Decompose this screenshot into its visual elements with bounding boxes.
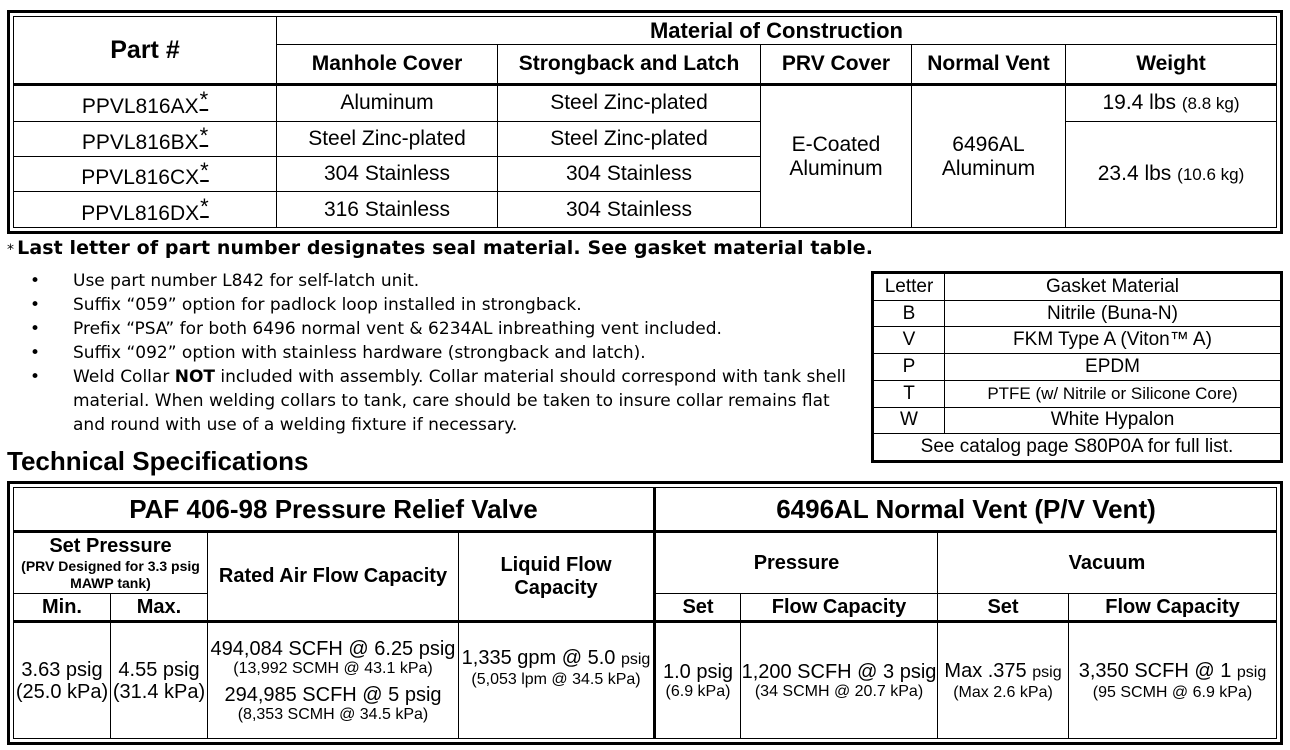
pressure-set-header: Set [655,594,741,622]
pressure-header: Pressure [655,532,938,594]
normal-vent-cell: 6496AL Aluminum [912,85,1066,228]
pressure-set-value: 1.0 psig (6.9 kPa) [655,622,741,739]
list-item: • Use part number L842 for self-latch unit. [30,269,860,293]
pressure-flow-header: Flow Capacity [741,594,938,622]
table-row [14,622,1277,739]
min-header: Min. [14,594,111,622]
gasket-footer: See catalog page S80P0A for full list. [873,434,1282,462]
gasket-letter: P [873,354,945,381]
material-of-construction-header: Material of Construction [277,17,1277,45]
max-value: 4.55 psig (31.4 kPa) [111,622,208,739]
gasket-letter: V [873,327,945,354]
prv-title: PAF 406-98 Pressure Relief Valve [14,488,655,532]
letter-header: Letter [873,273,945,301]
pressure-flow-value: 1,200 SCFH @ 3 psig (34 SCMH @ 20.7 kPa) [741,622,938,739]
manhole-cell: Aluminum [277,85,498,122]
gasket-material: EPDM [945,354,1282,381]
col-normal-vent: Normal Vent [912,45,1066,85]
table-row [14,85,1277,122]
min-value: 3.63 psig (25.0 kPa) [14,622,111,739]
gasket-material: Nitrile (Buna-N) [945,300,1282,327]
manhole-cell: 316 Stainless [277,192,498,228]
table-row [873,300,1282,327]
col-strongback-latch: Strongback and Latch [498,45,761,85]
part-number-cell: PPVL816AX* [14,85,277,122]
vacuum-set-header: Set [938,594,1069,622]
part-number-header: Part # [14,17,277,85]
part-number-cell: PPVL816DX* [14,192,277,228]
list-item: • Prefix “PSA” for both 6496 normal vent & 6234AL inbreathing vent included. [30,317,860,341]
manhole-cell: 304 Stainless [277,157,498,192]
gasket-material: FKM Type A (Viton™ A) [945,327,1282,354]
rated-air-value: 494,084 SCFH @ 6.25 psig (13,992 SCMH @ 43.1 kPa) 294,985 SCFH @ 5 psig (8,353 SCMH @ 34.5 kPa) [208,622,459,739]
part-number-cell: PPVL816CX* [14,157,277,192]
weight-cell: 23.4 lbs (10.6 kg) [1066,121,1277,227]
col-weight: Weight [1066,45,1277,85]
set-pressure-header: Set Pressure (PRV Designed for 3.3 psig MAWP tank) [14,532,208,594]
max-header: Max. [111,594,208,622]
footnote: * Last letter of part number designates seal material. See gasket material table. [7,237,874,259]
parts-table [7,10,1283,234]
liquid-flow-value: 1,335 gpm @ 5.0 psig (5,053 lpm @ 34.5 kPa) [459,622,655,739]
table-row [873,354,1282,381]
strongback-cell: 304 Stainless [498,157,761,192]
gasket-material: PTFE (w/ Nitrile or Silicone Core) [945,380,1282,407]
table-row [873,380,1282,407]
table-row [14,121,1277,156]
list-item: • Suffix “092” option with stainless hardware (strongback and latch). [30,341,860,365]
tech-spec-table [7,481,1283,745]
col-manhole-cover: Manhole Cover [277,45,498,85]
rated-air-header: Rated Air Flow Capacity [208,532,459,622]
col-prv-cover: PRV Cover [761,45,912,85]
vent-title: 6496AL Normal Vent (P/V Vent) [655,488,1277,532]
liquid-flow-header: Liquid Flow Capacity [459,532,655,622]
vacuum-flow-value: 3,350 SCFH @ 1 psig (95 SCMH @ 6.9 kPa) [1069,622,1277,739]
strongback-cell: Steel Zinc-plated [498,121,761,156]
gasket-material-header: Gasket Material [945,273,1282,301]
vacuum-set-value: Max .375 psig (Max 2.6 kPa) [938,622,1069,739]
gasket-letter: W [873,407,945,434]
notes-list [30,269,860,437]
gasket-letter: B [873,300,945,327]
list-item: • Suffix “059” option for padlock loop installed in strongback. [30,293,860,317]
weight-cell: 19.4 lbs (8.8 kg) [1066,85,1277,122]
table-row [873,407,1282,434]
manhole-cell: Steel Zinc-plated [277,121,498,156]
gasket-letter: T [873,380,945,407]
section-title: Technical Specifications [7,446,309,476]
strongback-cell: Steel Zinc-plated [498,85,761,122]
vacuum-flow-header: Flow Capacity [1069,594,1277,622]
gasket-material: White Hypalon [945,407,1282,434]
strongback-cell: 304 Stainless [498,192,761,228]
table-row [873,327,1282,354]
prv-cover-cell: E-Coated Aluminum [761,85,912,228]
gasket-material-table [871,271,1283,463]
vacuum-header: Vacuum [938,532,1277,594]
list-item: • Weld Collar NOT included with assembly. Collar material should correspond with tank shell material. When welding collars to tank, care should be taken to insure collar remains flat and round with use of a welding fixture if necessary. [30,365,860,437]
part-number-cell: PPVL816BX* [14,121,277,156]
